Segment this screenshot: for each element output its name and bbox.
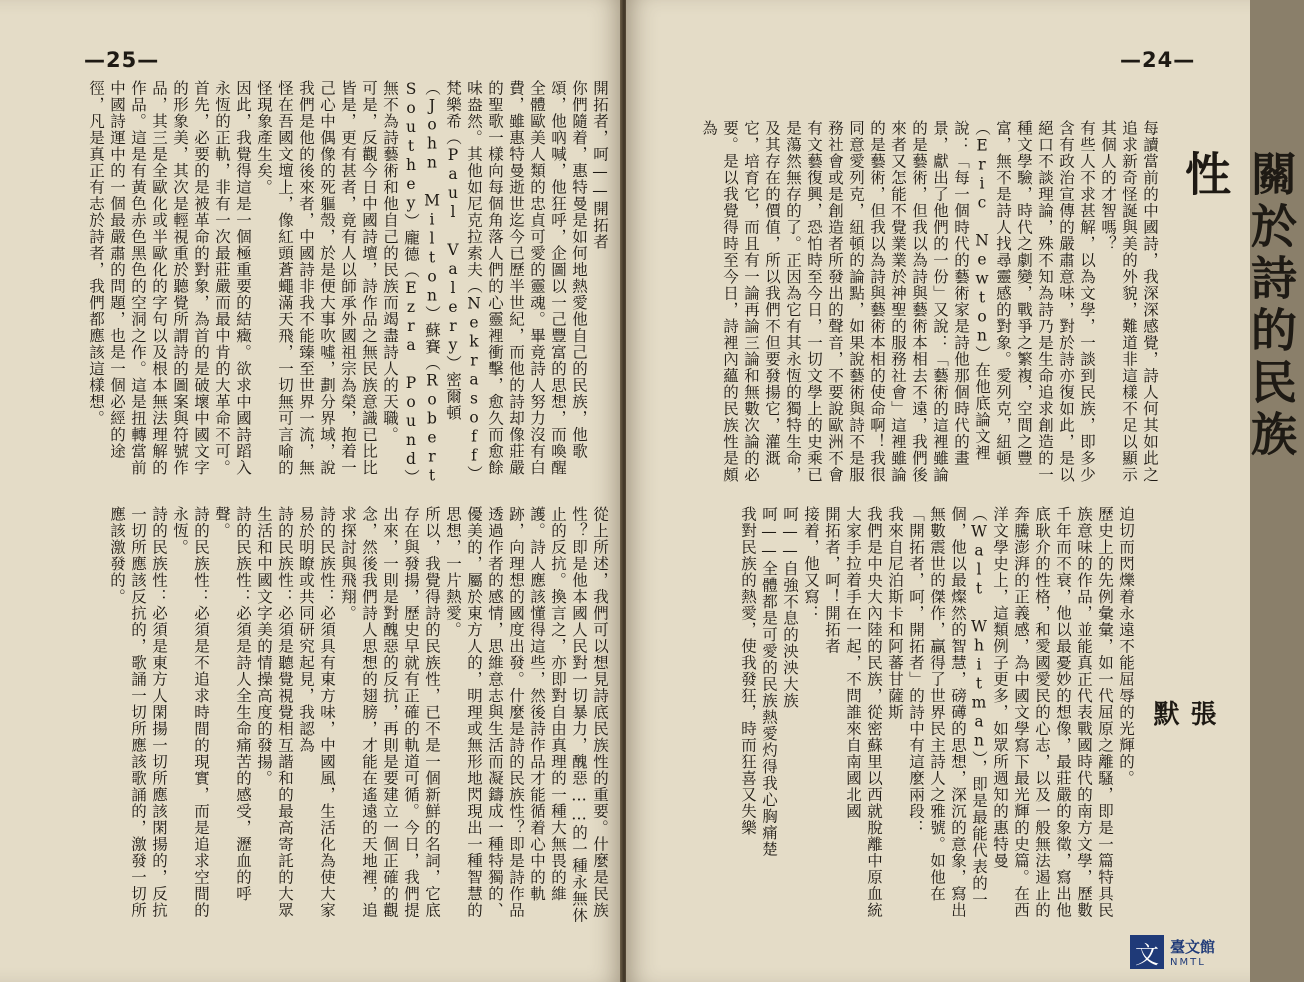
- watermark-name-en: NMTL: [1170, 957, 1206, 968]
- right-page: [626, 0, 1298, 982]
- left-page-top-text: 開拓者，呵——開拓者 你們隨着，惠特曼是如何地熱愛他自己的民族，他歌頌，他吶喊，他狂呼，企圖以一己豐富的思想，而喚醒全體歐美人類的忠貞可愛的靈魂。畢竟詩人努力沒有白費，雖惠特曼逝世迄今已歷半世紀，而他的詩却像莊嚴的聖歌一樣向每個角落人們的心靈裡衝擊，愈久而愈餘味盎然。其他如尼克拉索夫（Nekrasoff）梵樂希（Paul Valery）密爾頓（John Milton）蘇賽（Robert Southey）龐德（Ezra Pound）無不為詩藝術和他自己的民族而竭盡詩人的天職。 可是，反觀今日中國詩壇，詩作品之無民族意識已比比皆是，更有甚者，竟有人以師承外國祖宗為榮，抱着一己心中偶像的死軀殼，於是便大事吹噓，劃分界域，說我們是他的後來者，中國詩非我不能臻至世界一流，無怪在吾國文壇上，像紅頭蒼蠅滿天飛，一切無可言喻的怪現象產生矣。 因此，我覺得這是一個極重要的結癥。欲求中國詩蹈入永恆的正軌，非有一次最莊嚴而最中肯的大革命不可。首先，必要的是被革命的對象，為首的是破壞中國文字的形象美，其次是輕視重於聽覺所謂詩的圖案與符號作品，其三是全歐化或半歐化的字句以及根本無法理解的作品。這是有黃色赤色黑色的空洞之作。這是扭轉當前中國詩運中的一個最嚴肅的問題，也是一個必經的途徑，凡是真正有志於詩者，我們都應該這樣想。: [87, 80, 609, 486]
- left-page-bottom-text: 從上所述，我們可以想見詩底民族性的重要。什麼是民族性？即是他本國人民對一切暴力，醜惡……的一種永無休止的反抗。換言之，亦即對自由真理的一種大無畏的維護。詩人應該懂得這些，然後詩作品才能循着心中的軌跡，向理想的國度出發。什麼是詩的民族性？即是詩作品透過作者的感情，思維意志與生活而凝鑄成一種特獨的、優美的，屬於東方人的，明理或無形地閃現出一種智慧的思想，一片熱愛。 所以，我覺得詩的民族性，已不是一個新鮮的名詞，它底存在與發揚，歷史早就有正確的軌道可循。今日，我們提出來，一則是對醜惡的反抗，再則是要建立一個正確的觀念，然後我們詩人思想的翅膀，才能在遙遠的天地裡，追求探討與飛翔。 詩的民族性：必須具有東方味，中國風，生活化為使大家易於明瞭或共同研究起見，我認為 詩的民族性：必須是聽覺視覺相互諧和的最高寄託的大眾生活和中國文字美的情操高度的發揚。 詩的民族性：必須是詩人全生命痛苦的感受，瀝血的呼聲。 詩的民族性：必須是不追求時間的現實，而是追求空間的永恆。 詩的民族性：必須是東方人閑揚一切所應該閑揚的，反抗一切所應該反抗的，歌誦一切所應該歌誦的，激發一切所應該激發的。: [108, 506, 609, 924]
- page-number-24: —24—: [1120, 48, 1196, 72]
- right-page-top-text: 每讀當前的中國詩，我深深感覺，詩人何其如此之追求新奇怪誕與美的外貌，難道非這樣不足以顯示其個人的才智嗎？ 有些人不求甚解，以為文學，一談到民族，即多少含有政治宣傳的嚴肅意味，對於詩亦復如此，是以絕口不談理論，殊不知為詩乃是生命追求創造的一種文學驗，時代之劇變，戰爭之繁複，空間之豐富，無不是詩人找尋靈感的對象。愛列克，紐頓（Eric Newton）在他底論文裡說：「每一個時代的藝術家是詩他那個時代的畫景，獻出了他們的一份」又說：「藝術的這裡雖論的是藝術，但我以為詩與藝術本相去不遠，我們後來者又怎能不覺業業於神聖的服務社會」這裡雖論的是藝術，但我以為詩與藝術本相的使命啊！我很同意愛列克，紐頓的論點，如果說藝術與詩不是服務社會或是創造者所發出的聲音，不要說歐洲不會有文藝復興，恐怕時至今日，一切文學上的史乘已是蕩然無存的了。正因為它有其永恆的獨特生命，及其存在的價值，所以我們不但要發揚它，灌溉它，培育它，而且有一論再論三論和無數次論的必要。是以我覺得時至今日，詩裡內蘊的民族性是頗為: [700, 120, 1159, 483]
- page-number-25: —25—: [84, 48, 160, 72]
- right-page-bottom-text: 迫切而閃爍着永遠不能屈辱的光輝的。 歷史上的先例彙彙，如一代屈原之離騷，即是一篇特具民族意味的作品，並能真正代表戰國時代的南方文學，歷數千年而不衰，他以最憂妙的想像，最莊嚴的象徵，寫出他底耿介的性格，和愛國愛民的心志，以及一般無法遏止的奔騰澎湃的正義感，為中國文學寫下最光輝的史篇。在西洋文學史上，這類例子更多，如眾所週知的惠特曼（Walt Whitman），即是最能代表的一個，他以最燦然的智慧，磅礡的思想，深沉的意象，寫出無數震世的傑作，贏得了世界民主詩人之雅號。如他在「開拓者，呵，開拓者」的詩中有這麼兩段： 我來自尼泊斯卡和阿蕃甘薩斯 我們是中央大內陸的民族，從密蘇里以西就脫離中原血統 大家手拉着手在一起，不問誰來自南國北國 開拓者，呵！開拓者 接着，他又寫： 呵——自強不息的泱泱大族 呵——全體都是可愛的民族熱愛灼得我心胸痛楚 我對民族的熱愛，使我發狂，時而狂喜又失樂: [739, 506, 1135, 919]
- article-title: 關於詩的民族性: [1178, 150, 1298, 462]
- watermark-name-cn: 臺文館: [1170, 938, 1216, 956]
- nmtl-watermark: [1130, 930, 1236, 974]
- article-author: 張默: [1149, 700, 1216, 804]
- left-page: [0, 0, 622, 982]
- nmtl-logo-icon: 文: [1130, 935, 1164, 969]
